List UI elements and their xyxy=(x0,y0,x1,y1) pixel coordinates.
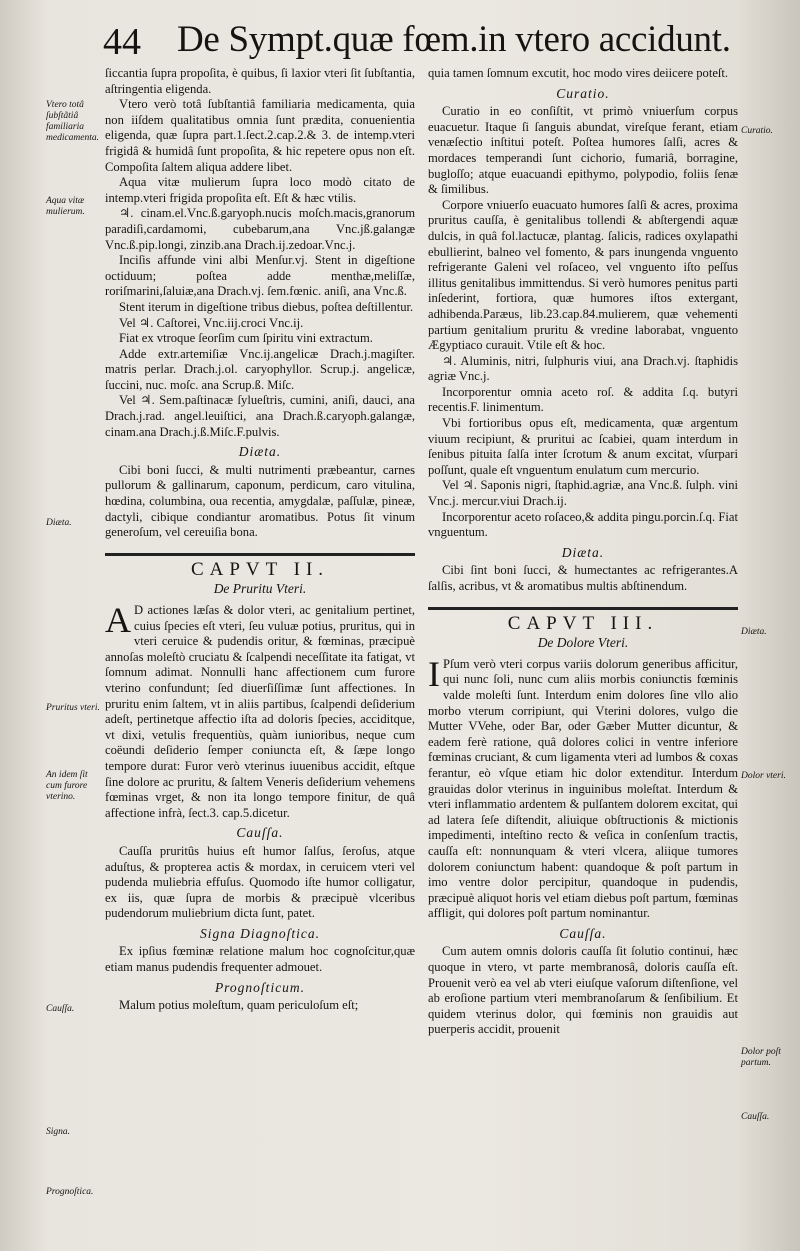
margin-note-curatio: Curatio. xyxy=(741,126,773,136)
margin-note-aqua-vitae: Aqua vitæ mulierum. xyxy=(46,196,85,217)
left-column xyxy=(105,66,415,1014)
chapter-heading: CAPVT II. xyxy=(190,558,330,580)
paragraph-text: D actiones læſas & dolor vteri, ac genitalium pertinet, cuius ſpecies eſt vteri, ſeu vuluæ potius, pruritus, qui in vteri ceruice & pudendis oritur, & fœminas, præcipuè annoſas moleſtò cruciatu & ſcalpendi neceſſitate ita fatigat, vt ſomnum adimat. Nonnulli hanc affectionem cum furore vterino confundunt; ſed diuerſiſſimæ ſunt affectiones. In pruritu enim ſaltem, vt in aliis partibus, ſcalpendi deſiderium adeſt, pertinetque affectio iſta ad doloris ſpecies, acciditque, vt dixi, vetulis frequentiùs, quàm iunioribus, neque cum coëundi deſiderio ſemper coniuncta eſt, & ſæpe longo tempore durat: Furor verò vterinus iuuenibus accidit, eſtque ſine dolore ac pruritu, & ſaltem Veneris deſiderium vehemens fœminas vrget, & non ita longo tempore finitur, de quâ affectione infrà, ſect.3. cap.5.dicetur. xyxy=(105,603,415,820)
section-heading: Diæta. xyxy=(561,544,605,560)
paragraph: Aqua vitæ mulierum ſupra loco modò citato de intemp.vteri frigida propoſita eſt. Eſt & hæc vtilis. xyxy=(105,175,415,205)
paragraph: Adde extr.artemiſiæ Vnc.ij.angelicæ Drach.j.magiſter. matris perlar. Drach.j.ol. caryophyllor. Scrup.j. angelicæ, ſuccini, nuc. moſc. ana Scrup.ß. Miſc. xyxy=(105,346,415,392)
margin-note-caussa-right: Cauſſa. xyxy=(741,1112,770,1122)
margin-note-an-idem: An idem ſit cum furore vterino. xyxy=(46,770,88,802)
recipe: ♃. cinam.el.Vnc.ß.garyoph.nucis moſch.macis,granorum paradiſi,cardamomi, cubebarum,ana Vnc.jß.galangæ Vnc.ß.pip.longi, zinzib.ana Drach.ij.zedoar.Vnc.j. xyxy=(105,206,415,252)
recipe: Vel ♃. Sem.paſtinacæ ſylueſtris, cumini, aniſi, dauci, ana Drach.j.rad. angel.leuiſtici, ana Drach.ß.caryoph.galangæ, cinam.ana Drach.j.ß.Miſc.F.pulvis. xyxy=(105,393,415,439)
paragraph-text: Pſum verò vteri corpus variis dolorum generibus afficitur, qui nunc ſoli, nunc cum aliis morbis coniunctis fœminis valde moleſti ſunt. Interdum enim dolores ſine vllo alio morbo vterum corripiunt, qui Vterini dolores, vulgo die Mutter VVehe, oder Bar, oder Gæber Mutter dicuntur, & eadem ferè ratione, quâ dolores colici in ventre inferiore fœminas cruciant, & cum ligamenta vteri ad lumbos & coxas ferantur, eò vſque etiam hic dolor extenditur. Interdum grauidas dolor vterinus in inguinibus moleſtat. Interdum & vteri inflammatio ardentem & pulſantem dolorem excitat, qui ad latera ſeſe diſtendit, aliuique obſtructionis & mictionis impedimenti, inteſtino recto & veſica in conſenſum tractis, cauſſa eſt: nonnunquam & vteri vlcera, aliique tumores dolorem coniunctum habent: quandoque & poſt partum in imo ventre dolor percipitur, quandoque in pudendis, præcipuè aliquot horis vel etiam diebus poſt partum, fœminas affligit, qui dolores poſt partum nominantur. xyxy=(428,656,738,921)
paragraph: ſiccantia ſupra propoſita, è quibus, ſi laxior vteri ſit ſubſtantia, aſtringentia eligenda. xyxy=(105,66,415,96)
paragraph: Vbi fortioribus opus eſt, medicamenta, quæ argentum viuum recipiunt, & pruritui ac ſcabiei, quam interdum in ſenibus pituita ſalſa inter ſcrotum & anum excitat, vſurpari poſſunt, quale eſt vnguentum enulatum cum mercurio. xyxy=(428,416,738,477)
section-heading: Curatio. xyxy=(556,85,610,101)
paragraph: Malum potius moleſtum, quam periculoſum eſt; xyxy=(119,998,359,1013)
paragraph: Stent iterum in digeſtione tribus diebus, poſtea deſtillentur. xyxy=(119,299,414,314)
paragraph: Corpore vniuerſo euacuato humores ſalſi & acres, proxima pruritus cauſſa, è genitalibus tollendi & abſtergendi aquæ dulcis, in quâ fol.lactucæ, plantag. ſalicis, radices oxylapathi ebullierint, balneo vel fomento, & pars inungenda vnguento refrigerante Galeni vel roſaceo, vel vnguento iſto peſſus illitus genitalibus immittendus. Si verò humores penitus parti inſederint, fortiora, quæ humores iſtos extergant, adhibenda.Paræus, lib.23.cap.84.mulierem, quæ vehementi partium genitalium pruritu & vredine laborabat, vnguento Ægyptiaco curauit. Vtile eſt & hoc. xyxy=(428,197,738,353)
drop-cap: A xyxy=(105,600,131,640)
paragraph: quia tamen ſomnum excutit, hoc modo vires deiicere poteſt. xyxy=(428,66,729,80)
page-header xyxy=(103,18,731,66)
paragraph: Curatio in eo conſiſtit, vt primò vniuerſum corpus euacuetur. Itaque ſi ſanguis abundat, vireſque ferant, etiam venæſectio inſtitui poteſt. Poſtea humores ſalſi, acres & mordaces temperandi ſunt cichorio, fumariâ, borragine, bugloſſo; atque euacuandi epithymo, polypodio, foliis ſenæ & ſimilibus. xyxy=(428,104,738,197)
recipe: Vel ♃. Saponis nigri, ſtaphid.agriæ, ana Vnc.ß. ſulph. vini Vnc.j. mercur.viui Drach.ij. xyxy=(428,478,738,509)
paragraph: Cauſſa pruritûs huius eſt humor ſalſus, ſeroſus, atque aduſtus, & propterea actis & mordax, in ceruicem vteri vel pudenda muliebria effuſus. Quomodo iſte humor colligatur, ex iis, quæ ſupra de morbis & præcipuè vlceribus pudendorum muliebrium dicta ſunt, patet. xyxy=(105,843,415,921)
recipe: Vel ♃. Caſtorei, Vnc.iij.croci Vnc.ij. xyxy=(119,315,304,330)
margin-note-prognostica: Prognoſtica. xyxy=(46,1187,94,1197)
paragraph: Cibi ſint boni ſucci, & humectantes ac refrigerantes.A ſalſis, acribus, vt & aromatibus multis abſtinendum. xyxy=(428,563,738,593)
paragraph: Incorporentur omnia aceto roſ. & addita ſ.q. butyri recentis.F. linimentum. xyxy=(428,384,738,415)
drop-cap-paragraph xyxy=(105,600,415,821)
paragraph: Vtero verò totâ ſubſtantiâ familiaria medicamenta, quia non iiſdem qualitatibus omnia ſunt prædita, conuenientia eligenda, quæ ſupra part.1.ſect.2.cap.2.& 3. de intemp.vteri frigidâ & humidâ ſunt propoſita, & hic repetere opus non eſt. Compoſita ſaltem aliqua addere libet. xyxy=(105,97,415,174)
section-heading: Signa Diagnoſtica. xyxy=(200,925,320,941)
margin-note-pruritus: Pruritus vteri. xyxy=(46,703,100,713)
section-heading: Cauſſa. xyxy=(559,925,607,941)
margin-note-caussa: Cauſſa. xyxy=(46,1004,75,1014)
right-column xyxy=(428,66,738,1038)
chapter-heading: CAPVT III. xyxy=(507,612,659,634)
paragraph: Ex ipſius fœminæ relatione malum hoc cognoſcitur,quæ etiam manus pudendis frequenter admouet. xyxy=(105,944,415,975)
section-heading: Prognoſticum. xyxy=(214,979,306,995)
page-number: 44 xyxy=(103,21,141,63)
margin-note-diaeta-right: Diæta. xyxy=(741,627,767,637)
drop-cap-paragraph xyxy=(428,653,738,922)
chapter-rule xyxy=(105,553,415,556)
chapter-subtitle: De Pruritu Vteri. xyxy=(213,581,307,597)
margin-note-vtero-tota: Vtero totâ ſubſtãtiâ familiaria medicamenta. xyxy=(46,100,100,143)
paragraph: Fiat ex vtroque ſeorſim cum ſpiritu vini extractum. xyxy=(119,331,373,346)
paragraph: Inciſis affunde vini albi Menſur.vj. Stent in digeſtione octiduum; poſtea adde menthæ,meliſſæ, roriſmarini,ſaluiæ,ana Drach.vj. ſem.fœnic. aniſi, ana Vnc.ß. xyxy=(105,253,415,299)
paragraph: Cibi boni ſucci, & multi nutrimenti præbeantur, carnes pullorum & gallinarum, caponum, perdicum, caro vitulina, hœdina, columbina, oua recentia, amygdalæ, paſſulæ, pineæ, dactyli, cibique condiantur aromatibus. Potus ſit vinum generoſum, vel cereuiſia bona. xyxy=(105,462,415,540)
chapter-subtitle: De Dolore Vteri. xyxy=(537,635,629,651)
recipe: ♃. Aluminis, nitri, ſulphuris viui, ana Drach.vj. ſtaphidis agriæ Vnc.j. xyxy=(428,353,738,384)
paragraph: Cum autem omnis doloris cauſſa ſit ſolutio continui, hæc quoque in vtero, vt parte membranosâ, doloris cauſſa eſt. Prouenit verò ea vel ab vteri eiuſque vaſorum diſtenſione, vel ab eroſione partium vteri membranoſarum & ſenſibilium. Et quidem vterinus dolor, qui fœminis non grauidis aut puerperis accidit, prouenit xyxy=(428,944,738,1037)
margin-note-dolor-vteri: Dolor vteri. xyxy=(741,771,786,781)
drop-cap: I xyxy=(428,653,440,694)
chapter-rule xyxy=(428,607,738,610)
margin-note-diaeta: Diæta. xyxy=(46,518,72,528)
section-heading: Cauſſa. xyxy=(236,825,284,841)
paragraph: Incorporentur aceto roſaceo,& addita pingu.porcin.ſ.q. Fiat vnguentum. xyxy=(428,509,738,540)
section-heading: Diæta. xyxy=(238,444,282,460)
margin-note-signa: Signa. xyxy=(46,1127,71,1137)
running-title: De Sympt.quæ fœm.in vtero accidunt. xyxy=(177,19,731,60)
margin-note-dolor-post: Dolor poſt partum. xyxy=(741,1047,781,1068)
